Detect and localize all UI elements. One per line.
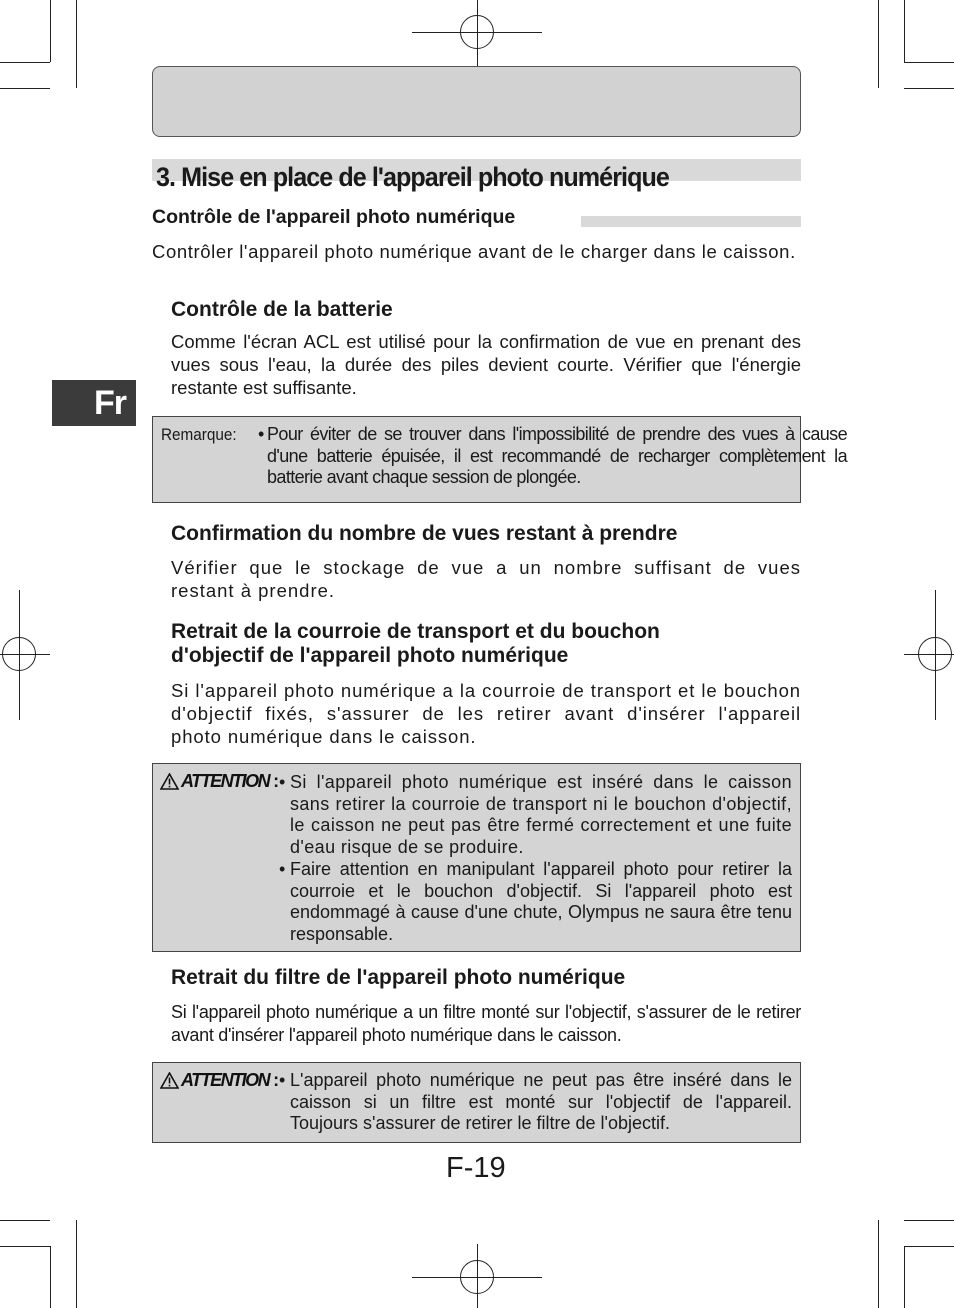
filter-text: Si l'appareil photo numérique a un filtre monté sur l'objectif, s'assurer de le retirer avant d'insérer l'appareil photo numérique dans le caisson. [171,1002,801,1045]
attention-box-1 [152,763,801,952]
battery-heading: Contrôle de la batterie [171,298,393,321]
attention-label-2 [160,1070,278,1091]
warning-triangle-icon [160,773,179,790]
section-intro: Contrôler l'appareil photo numérique avant de le charger dans le caisson. [152,241,796,262]
remark-bullet: • [258,424,265,444]
remark-label: Remarque: [161,425,237,444]
header-band [152,66,801,137]
page-number: F-19 [446,1152,506,1184]
filter-heading: Retrait du filtre de l'appareil photo numérique [171,966,626,989]
language-tab [52,380,136,426]
attention-text-1: ATTENTION [181,771,270,791]
attention1-bullet-1: • [279,772,286,792]
attention1-bullet-2: • [279,859,286,879]
attention1-item-1: Si l'appareil photo numérique est inséré dans le caisson sans retirer la courroie de transport ni le bouchon d'objectif, le caisson ne peut pas être fermé correctement et une fuite d'eau risque de se produire. [290,772,792,857]
strap-heading-line2: d'objectif de l'appareil photo numérique [171,644,569,667]
attention1-item-2: Faire attention en manipulant l'appareil photo pour retirer la courroie et le bouchon d'objectif. Si l'appareil photo est endommagé à cause d'une chute, Olympus ne saura être tenu responsable. [290,859,792,944]
page-title: 3. Mise en place de l'appareil photo numérique [156,162,669,192]
attention-colon-2: : [273,1070,278,1090]
attention2-item-1: L'appareil photo numérique ne peut pas être inséré dans le caisson si un filtre est monté sur l'objectif de l'appareil. Toujours s'assurer de retirer le filtre de l'objectif. [290,1070,792,1133]
attention-label-1 [160,771,278,792]
strap-text: Si l'appareil photo numérique a la courroie de transport et le bouchon d'objectif fixés, s'assurer de les retirer avant d'insérer l'appareil photo numérique dans le caisson. [171,680,801,747]
attention2-bullet-1: • [279,1070,286,1090]
strap-heading-line1: Retrait de la courroie de transport et du bouchon [171,620,660,643]
language-tab-label: Fr [94,384,126,422]
remark-box [152,416,847,503]
attention-colon-1: : [273,771,278,791]
shots-text: Vérifier que le stockage de vue a un nombre suffisant de vues restant à prendre. [171,557,801,601]
section-heading: Contrôle de l'appareil photo numérique [152,206,516,228]
battery-text: Comme l'écran ACL est utilisé pour la confirmation de vue en prenant des vues sous l'eau, la durée des piles devient courte. Vérifier que l'énergie restante est suffisante. [171,331,801,398]
section-heading-bar [581,216,801,227]
remark-text: Pour éviter de se trouver dans l'impossibilité de prendre des vues à cause d'une batterie épuisée, il est recommandé de recharger complètement la batterie avant chaque session de plongée. [267,424,847,487]
attention-box-2 [152,1062,801,1143]
warning-triangle-icon [160,1072,179,1089]
shots-heading: Confirmation du nombre de vues restant à prendre [171,522,678,545]
attention-text-2: ATTENTION [181,1070,270,1090]
